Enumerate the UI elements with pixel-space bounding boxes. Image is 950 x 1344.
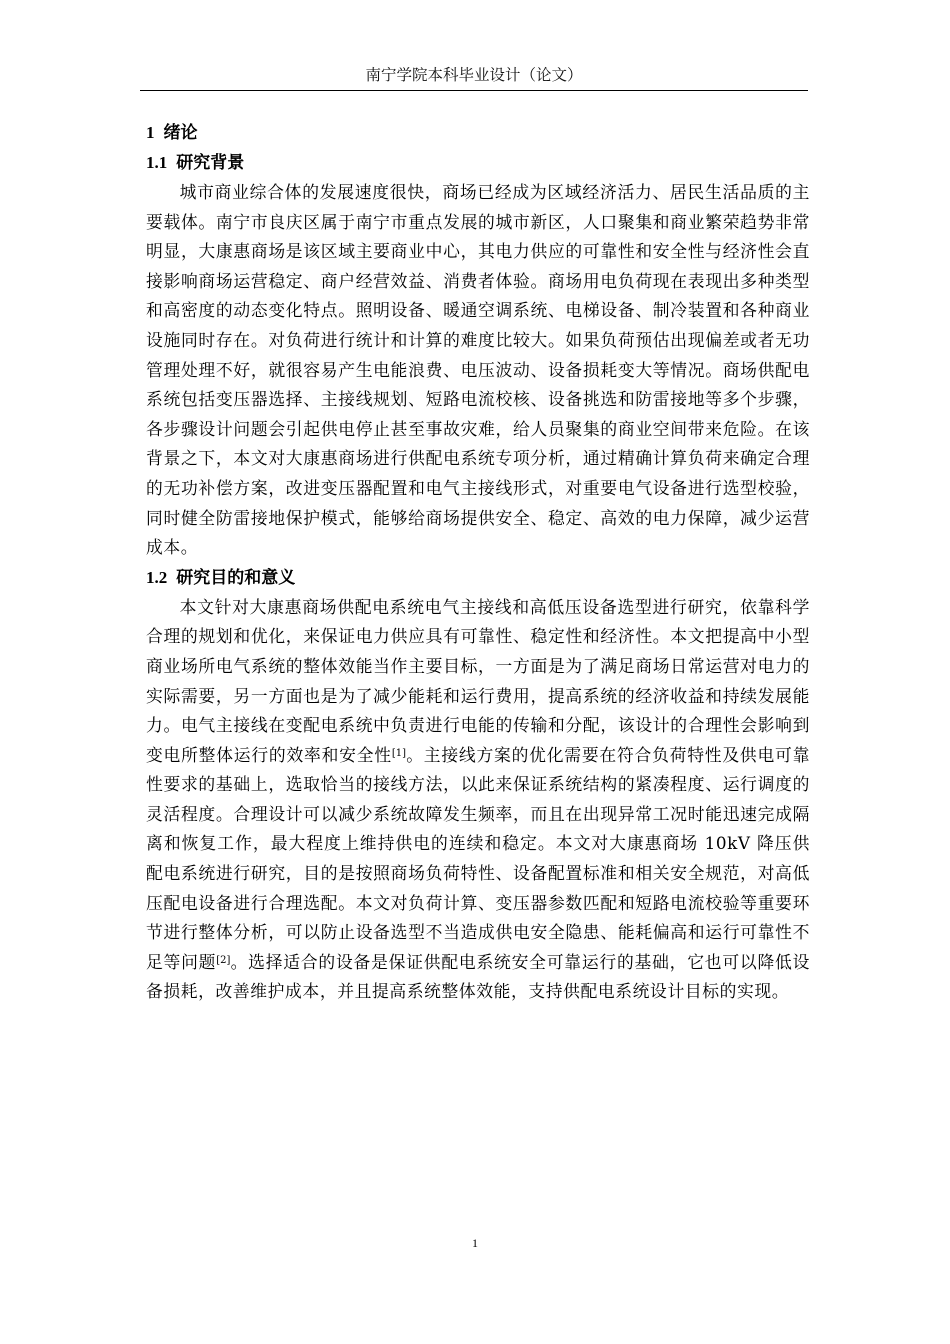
page-number: 1 (472, 1236, 478, 1250)
paragraph-research-purpose (146, 593, 810, 1007)
section-heading-1 (146, 118, 810, 148)
page-header: 南宁学院本科毕业设计（论文） (365, 66, 583, 84)
paragraph-text: 。主接线方案的优化需要在符合负荷特性及供电可靠性要求的基础上，选取恰当的接线方法，以此来保证系统结构的紧凑程度、运行调度的灵活程度。合理设计可以减少系统故障发生频率，而且在出现异常工况时能迅速完成隔离和恢复工作，最大程度上维持供电的连续和稳定。本文对大康惠商场 10kV 降压供配电系统进行研究，目的是按照商场负荷特性、设备配置标准和相关安全规范，对高低压配电设备进行合理选配。本文对负荷计算、变压器参数匹配和短路电流校验等重要环节进行整体分析，可以防止设备选型不当造成供电安全隐患、能耗偏高和运行可靠性不足等问题 (146, 744, 810, 972)
header-rule (140, 90, 808, 91)
paragraph-text: 。选择适合的设备是保证供配电系统安全可靠运行的基础，它也可以降低设备损耗，改善维护成本，并且提高系统整体效能，支持供配电系统设计目标的实现。 (146, 951, 810, 1002)
section-title: 研究背景 (176, 153, 245, 173)
citation-ref-2[interactable]: [2] (216, 954, 231, 966)
paragraph-text: 本文针对大康惠商场供配电系统电气主接线和高低压设备选型进行研究，依靠科学合理的规划和优化，来保证电力供应具有可靠性、稳定性和经济性。本文把提高中小型商业场所电气系统的整体效能当作主要目标，一方面是为了满足商场日常运营对电力的实际需要，另一方面也是为了减少能耗和运行费用，提高系统的经济收益和持续发展能力。电气主接线在变配电系统中负责进行电能的传输和分配，该设计的合理性会影响到变电所整体运行的效率和安全性 (146, 596, 810, 765)
section-title: 绪论 (163, 123, 198, 143)
paragraph-research-background: 城市商业综合体的发展速度很快，商场已经成为区域经济活力、居民生活品质的主要载体。南宁市良庆区属于南宁市重点发展的城市新区，人口聚集和商业繁荣趋势非常明显，大康惠商场是该区域主要商业中心，其电力供应的可靠性和安全性与经济性会直接影响商场运营稳定、商户经营效益、消费者体验。商场用电负荷现在表现出多种类型和高密度的动态变化特点。照明设备、暖通空调系统、电梯设备、制冷装置和各种商业设施同时存在。对负荷进行统计和计算的难度比较大。如果负荷预估出现偏差或者无功管理处理不好，就很容易产生电能浪费、电压波动、设备损耗变大等情况。商场供配电系统包括变压器选择、主接线规划、短路电流校核、设备挑选和防雷接地等多个步骤，各步骤设计问题会引起供电停止甚至事故灾难，给人员聚集的商业空间带来危险。在该背景之下，本文对大康惠商场进行供配电系统专项分析，通过精确计算负荷来确定合理的无功补偿方案，改进变压器配置和电气主接线形式，对重要电气设备进行选型校验，同时健全防雷接地保护模式，能够给商场提供安全、稳定、高效的电力保障，减少运营成本。 (146, 182, 810, 558)
section-number: 1.2 (146, 567, 168, 587)
document-body (146, 118, 810, 1007)
section-heading-1-2 (146, 563, 810, 593)
citation-ref-1[interactable]: [1] (391, 747, 407, 759)
section-number: 1 (146, 123, 155, 142)
section-heading-1-1 (146, 148, 810, 178)
section-number: 1.1 (146, 153, 168, 172)
section-title: 研究目的和意义 (176, 567, 296, 588)
